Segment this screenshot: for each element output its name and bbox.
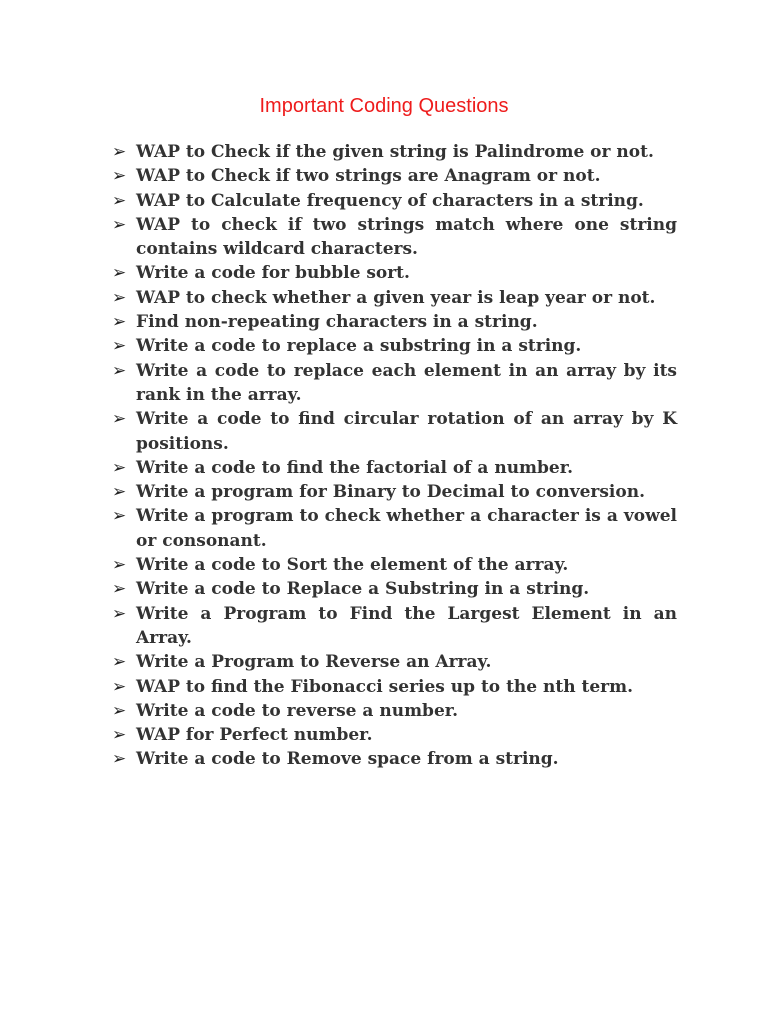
question-item	[112, 140, 677, 164]
question-item	[112, 504, 677, 553]
question-item	[112, 723, 677, 747]
arrowhead-bullet-icon: ➢	[112, 603, 127, 624]
question-text: Write a code to replace each element in an array by its rank in the array.	[136, 360, 677, 405]
question-item	[112, 747, 677, 771]
question-item	[112, 650, 677, 674]
question-item	[112, 286, 677, 310]
question-text: Write a code to Remove space from a string.	[136, 749, 559, 770]
question-text: WAP to Calculate frequency of characters in a string.	[136, 190, 644, 211]
question-list	[112, 140, 677, 772]
arrowhead-bullet-icon: ➢	[112, 214, 127, 235]
question-text: Find non-repeating characters in a string.	[136, 312, 538, 333]
question-text: Write a code to replace a substring in a string.	[136, 336, 582, 357]
arrowhead-bullet-icon: ➢	[112, 555, 127, 576]
arrowhead-bullet-icon: ➢	[112, 287, 127, 308]
arrowhead-bullet-icon: ➢	[112, 409, 127, 430]
question-text: Write a code to Sort the element of the array.	[136, 555, 569, 576]
arrowhead-bullet-icon: ➢	[112, 457, 127, 478]
question-text: WAP to Check if the given string is Palindrome or not.	[136, 142, 654, 162]
question-text: Write a code to find circular rotation of an array by K positions.	[136, 409, 677, 454]
arrowhead-bullet-icon: ➢	[112, 360, 127, 381]
arrowhead-bullet-icon: ➢	[112, 700, 127, 721]
question-item	[112, 189, 677, 213]
question-text: Write a code to Replace a Substring in a string.	[136, 579, 590, 600]
question-item	[112, 675, 677, 699]
question-text: WAP for Perfect number.	[136, 725, 373, 746]
question-item	[112, 602, 677, 651]
question-item	[112, 261, 677, 285]
question-item	[112, 334, 677, 358]
question-item	[112, 407, 677, 456]
arrowhead-bullet-icon: ➢	[112, 336, 127, 357]
question-text: WAP to check whether a given year is leap year or not.	[136, 287, 656, 308]
question-item	[112, 359, 677, 408]
question-text: Write a code to find the factorial of a number.	[136, 457, 574, 478]
arrowhead-bullet-icon: ➢	[112, 263, 127, 284]
arrowhead-bullet-icon: ➢	[112, 725, 127, 746]
arrowhead-bullet-icon: ➢	[112, 676, 127, 697]
question-text: Write a code for bubble sort.	[136, 263, 410, 284]
question-text: WAP to find the Fibonacci series up to the nth term.	[136, 676, 634, 697]
question-item	[112, 164, 677, 188]
question-text: Write a code to reverse a number.	[136, 700, 459, 721]
question-item	[112, 553, 677, 577]
page-title: Important Coding Questions	[259, 95, 509, 117]
question-item	[112, 480, 677, 504]
arrowhead-bullet-icon: ➢	[112, 749, 127, 770]
question-item	[112, 310, 677, 334]
question-item	[112, 456, 677, 480]
question-text: Write a Program to Find the Largest Element in an Array.	[136, 603, 677, 648]
arrowhead-bullet-icon: ➢	[112, 142, 127, 162]
arrowhead-bullet-icon: ➢	[112, 506, 127, 527]
question-text: WAP to Check if two strings are Anagram or not.	[136, 166, 601, 187]
arrowhead-bullet-icon: ➢	[112, 482, 127, 503]
question-item	[112, 577, 677, 601]
question-text: WAP to check if two strings match where one string contains wildcard characters.	[136, 214, 677, 260]
question-text: Write a program for Binary to Decimal to conversion.	[136, 482, 646, 503]
question-item	[112, 213, 677, 262]
question-item	[112, 699, 677, 723]
arrowhead-bullet-icon: ➢	[112, 312, 127, 333]
question-text: Write a program to check whether a character is a vowel or consonant.	[136, 506, 677, 551]
arrowhead-bullet-icon: ➢	[112, 190, 127, 211]
arrowhead-bullet-icon: ➢	[112, 579, 127, 600]
arrowhead-bullet-icon: ➢	[112, 166, 127, 187]
arrowhead-bullet-icon: ➢	[112, 652, 127, 673]
question-text: Write a Program to Reverse an Array.	[136, 652, 492, 673]
